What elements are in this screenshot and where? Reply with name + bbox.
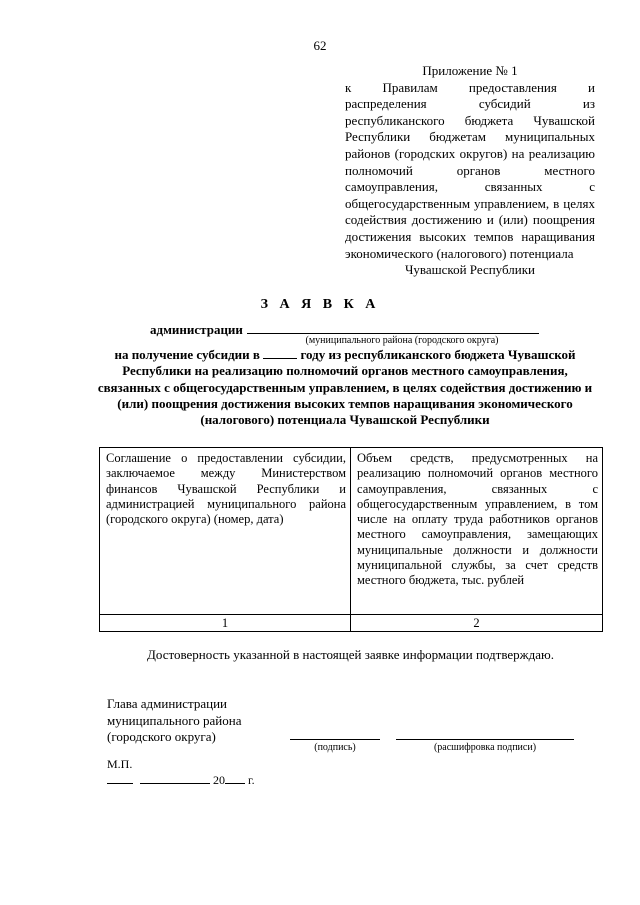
subject-paragraph (92, 347, 598, 428)
date-line (107, 772, 255, 788)
column-number-1: 1 (100, 615, 351, 632)
signature-blank[interactable] (290, 739, 380, 740)
stamp-place: М.П. (107, 757, 133, 771)
signatory-line-2: муниципального района (107, 712, 242, 728)
table-number-row (100, 615, 603, 632)
year-prefix: 20 (213, 773, 225, 787)
day-blank[interactable] (107, 772, 133, 784)
column-number-2: 2 (351, 615, 603, 632)
appendix-body: к Правилам предоставления и распределения субсидий из республиканского бюджета Чувашской Республики бюджетам муниципальных районов (городских округов) на реализацию полномочий органов местного самоуправления, связанных с общегосударственным управлением, в целях содействия достижению и (или) поощрения достижения высоких темпов наращивания экономического (налогового) потенциала (345, 79, 595, 261)
signatory-line-3: (городского округа) (107, 729, 216, 744)
appendix-title: Приложение № 1 (422, 63, 518, 78)
signature-decode-blank[interactable] (396, 739, 574, 740)
appendix-last-line: Чувашской Республики (404, 262, 536, 278)
signature-caption: (подпись) (314, 742, 356, 753)
year-digits-blank[interactable] (225, 772, 245, 784)
year-blank[interactable] (263, 347, 297, 359)
appendix-block (345, 63, 595, 279)
document-title: З А Я В К А (260, 297, 380, 312)
administration-hint: (муниципального района (городского округа) (305, 335, 499, 346)
application-table (99, 447, 603, 632)
confirmation-text: Достоверность указанной в настоящей заявке информации подтверждаю. (147, 647, 554, 662)
administration-blank[interactable] (247, 320, 539, 334)
signatory-title (107, 696, 241, 746)
subject-rest: году из республиканского бюджета Чувашской Республики на реализацию полномочий органов местного самоуправления, связанных с общегосударственным управлением, в целях содействия достижению и (или) поощрения достижения высоких темпов наращивания экономического (налогового) потенциала Чувашской Республики (97, 347, 593, 428)
administration-label: администрации (150, 322, 243, 337)
subject-prefix: на получение субсидии в (114, 347, 260, 362)
year-suffix: г. (248, 773, 255, 787)
signature-decode-caption: (расшифровка подписи) (433, 742, 537, 753)
table-cell-agreement: Соглашение о предоставлении субсидии, заключаемое между Министерством финансов Чувашской Республики и администрацией муниципального района (городского округа) (номер, дата) (100, 448, 351, 615)
table-cell-amount: Объем средств, предусмотренных на реализацию полномочий органов местного самоуправления, связанных с общегосударственным управлением, в том числе на оплату труда работников органов местного самоуправления, замещающих муниципальные должности и должности муниципальной службы, за счет средств местного бюджета, тыс. рублей (351, 448, 603, 615)
table-row (100, 448, 603, 615)
page-number: 62 (313, 38, 327, 53)
month-blank[interactable] (140, 772, 210, 784)
signatory-line-1: Глава администрации (107, 696, 228, 711)
